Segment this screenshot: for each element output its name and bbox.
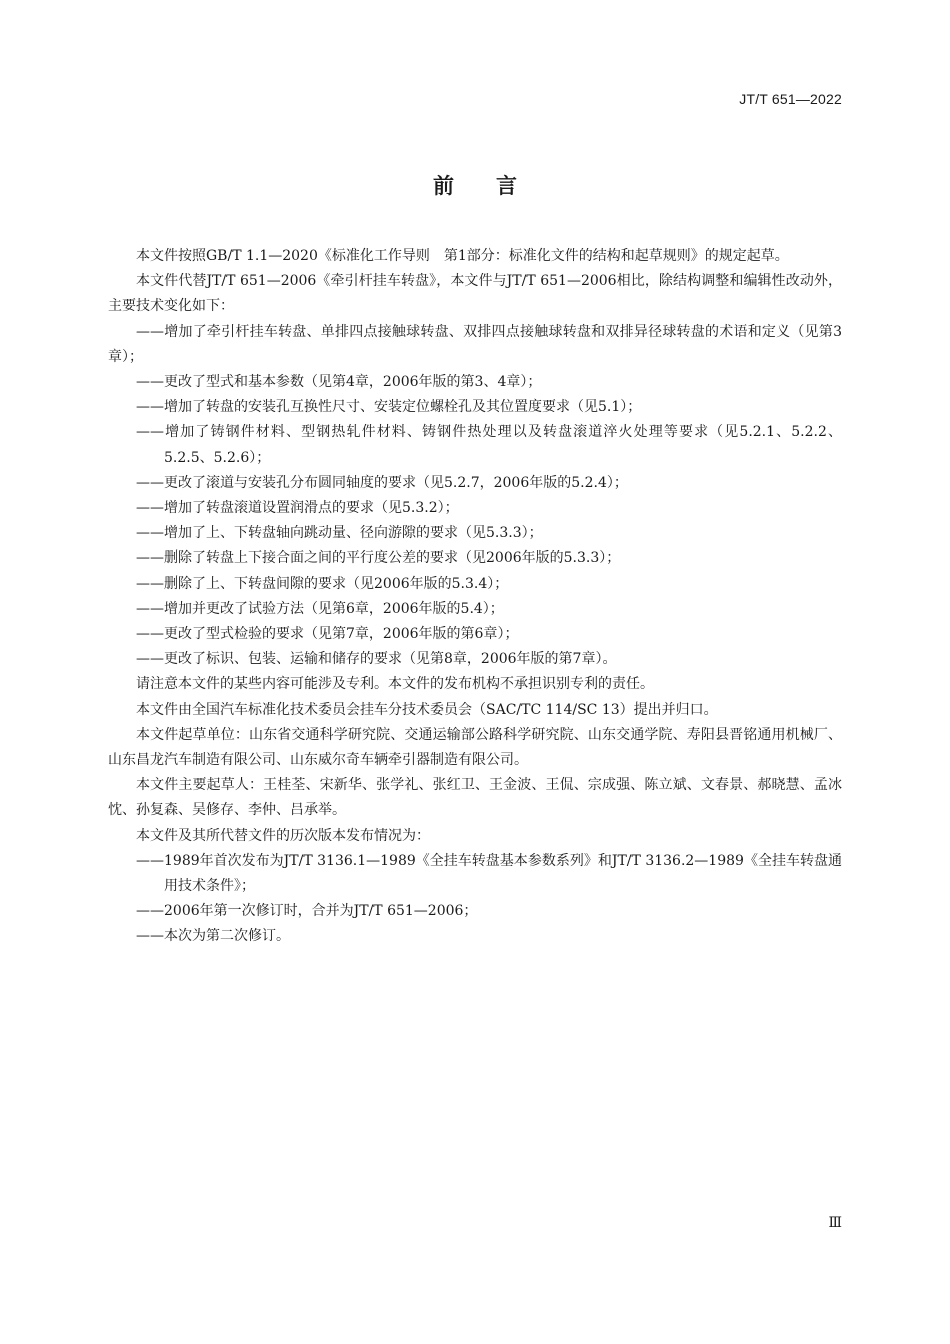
- change-item: ——删除了转盘上下接合面之间的平行度公差的要求（见2006年版的5.3.3）；: [136, 550, 621, 567]
- change-item: ——增加了牵引杆挂车转盘、单排四点接触球转盘、双排四点接触球转盘和双排异径球转盘的术语和定义（见第3章）；: [108, 323, 842, 365]
- change-item: ——增加了上、下转盘轴向跳动量、径向游隙的要求（见5.3.3）；: [136, 525, 543, 542]
- proposer-paragraph: 本文件由全国汽车标准化技术委员会挂车分技术委员会（SAC/TC 114/SC 13）提出并归口。: [136, 701, 718, 718]
- patent-notice: 请注意本文件的某些内容可能涉及专利。本文件的发布机构不承担识别专利的责任。: [136, 676, 654, 693]
- change-item: ——更改了型式和基本参数（见第4章，2006年版的第3、4章）；: [136, 374, 542, 391]
- document-body: [108, 244, 842, 950]
- page-number: Ⅲ: [828, 1215, 842, 1231]
- history-intro-paragraph: 本文件及其所代替文件的历次版本发布情况为：: [136, 827, 430, 844]
- change-item: ——更改了型式检验的要求（见第7章，2006年版的第6章）；: [136, 626, 519, 643]
- change-item: ——增加并更改了试验方法（见第6章，2006年版的5.4）；: [136, 600, 504, 617]
- change-item: ——更改了标识、包装、运输和储存的要求（见第8章，2006年版的第7章）。: [136, 651, 617, 668]
- change-item: ——增加了铸钢件材料、型钢热轧件材料、铸钢件热处理以及转盘滚道淬火处理等要求（见5.2.1、5.2.2、5.2.5、5.2.6）；: [136, 424, 842, 466]
- change-item: ——更改了滚道与安装孔分布圆同轴度的要求（见5.2.7，2006年版的5.2.4）；: [136, 474, 628, 491]
- history-item: ——1989年首次发布为JT/T 3136.1—1989《全挂车转盘基本参数系列》和JT/T 3136.2—1989《全挂车转盘通用技术条件》；: [136, 852, 842, 895]
- change-item: ——增加了转盘滚道设置润滑点的要求（见5.3.2）；: [136, 500, 459, 517]
- document-code: JT/T 651—2022: [739, 91, 842, 107]
- change-item: ——删除了上、下转盘间隙的要求（见2006年版的5.3.4）；: [136, 575, 509, 592]
- drafters-paragraph: 本文件主要起草人：王桂荃、宋新华、张学礼、张红卫、王金波、王侃、宗成强、陈立斌、文春景、郝晓慧、孟冰忱、孙复森、吴修存、李仲、吕承举。: [108, 777, 842, 819]
- history-item: ——本次为第二次修订。: [136, 928, 290, 945]
- drafting-units-paragraph: 本文件起草单位：山东省交通科学研究院、交通运输部公路科学研究院、山东交通学院、寿阳县晋铭通用机械厂、山东昌龙汽车制造有限公司、山东威尔奇车辆牵引器制造有限公司。: [108, 726, 842, 769]
- change-item: ——增加了转盘的安装孔互换性尺寸、安装定位螺栓孔及其位置度要求（见5.1）；: [136, 399, 642, 416]
- intro-paragraph: 本文件代替JT/T 651—2006《牵引杆挂车转盘》，本文件与JT/T 651—2006相比，除结构调整和编辑性改动外，主要技术变化如下：: [108, 273, 842, 315]
- intro-paragraph: 本文件按照GB/T 1.1—2020《标准化工作导则 第1部分：标准化文件的结构和起草规则》的规定起草。: [136, 248, 789, 264]
- history-item: ——2006年第一次修订时，合并为JT/T 651—2006；: [136, 903, 478, 920]
- page-title: 前 言: [433, 174, 517, 198]
